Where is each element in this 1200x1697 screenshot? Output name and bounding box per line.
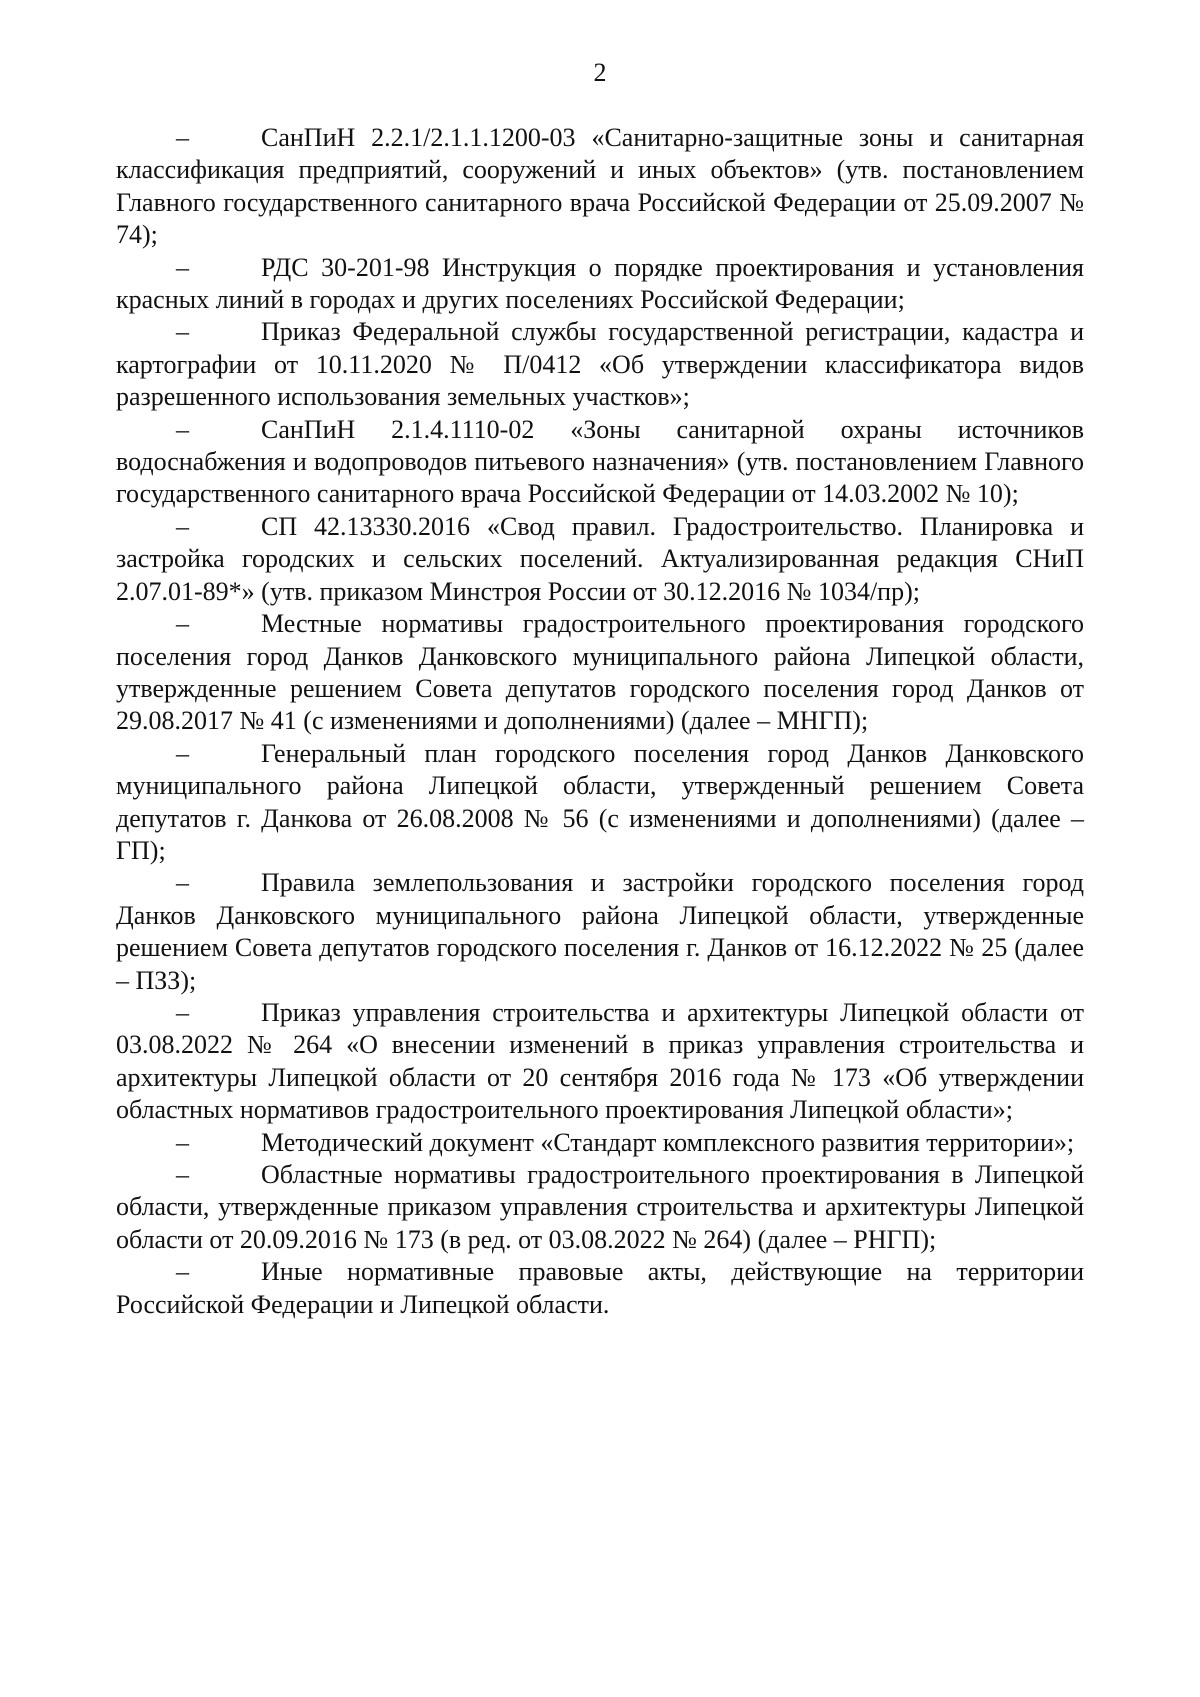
list-item [116,1159,1084,1256]
page-number: 2 [593,58,607,87]
list-item-text: СанПиН 2.1.4.1110-02 «Зоны санитарной охраны источников водоснабжения и водопроводов питьевого назначения» (утв. постановлением Главного государственного санитарного врача Российской Федерации от 14.03.2002 № 10); [116,414,1084,509]
list-item-text: Правила землепользования и застройки городского поселения город Данков Данковского муниципального района Липецкой области, утвержденные решением Совета депутатов городского поселения г. Данков от 16.12.2022 № 25 (далее – ПЗЗ); [116,868,1084,995]
list-bullet: – [176,317,189,347]
list-item-text: Приказ Федеральной службы государственной регистрации, кадастра и картографии от 10.11.2020 № П/0412 «Об утверждении классификатора видов разрешенного использования земельных участков»; [116,317,1084,412]
list-item-text: Приказ управления строительства и архитектуры Липецкой области от 03.08.2022 № 264 «О внесении изменений в приказ управления строительства и архитектуры Липецкой области от 20 сентября 2016 года № 173 «Об утверждении областных нормативов градостроительного проектирования Липецкой области»; [116,997,1084,1125]
list-bullet: – [176,123,189,152]
list-item [116,122,1084,252]
list-bullet: – [176,414,189,444]
list-bullet: – [176,1160,189,1189]
list-item-text: Генеральный план городского поселения город Данков Данковского муниципального района Липецкой области, утвержденный решением Совета депутатов г. Данкова от 26.08.2008 № 56 (с изменениями и дополнениями) (далее – ГП); [116,738,1084,865]
list-bullet: – [176,997,189,1027]
list-item-text: СанПиН 2.2.1/2.1.1.1200-03 «Санитарно-защитные зоны и санитарная классификация предприятий, сооружений и иных объектов» (утв. постановлением Главного государственного санитарного врача Российской Федерации от 25.09.2007 № 74); [116,123,1084,250]
list-bullet: – [176,1257,189,1287]
list-item [116,738,1084,868]
list-item [116,867,1084,997]
list-item [116,608,1084,738]
list-item-text: СП 42.13330.2016 «Свод правил. Градостроительство. Планировка и застройка городских и сельских поселений. Актуализированная редакция СНиП 2.07.01-89*» (утв. приказом Минстроя России от 30.12.2016 № 1034/пр); [116,511,1084,606]
list-item-text: Иные нормативные правовые акты, действующие на территории Российской Федерации и Липецкой области. [116,1257,1084,1319]
list-item-text: Методический документ «Стандарт комплексного развития территории»; [261,1127,1075,1157]
list-bullet: – [176,738,189,768]
regulatory-documents-list [116,122,1084,1321]
list-item [116,1256,1084,1321]
list-bullet: – [176,868,189,898]
list-item [116,316,1084,413]
list-item [116,997,1084,1127]
list-item-text: Местные нормативы градостроительного проектирования городского поселения город Данков Данковского муниципального района Липецкой области, утвержденные решением Совета депутатов городского поселения город Данков от 29.08.2017 № 41 (с изменениями и дополнениями) (далее – МНГП); [116,609,1084,736]
list-item-text: РДС 30-201-98 Инструкция о порядке проектирования и установления красных линий в городах и других поселениях Российской Федерации; [116,252,1084,315]
list-item [116,1127,1084,1159]
list-item [116,511,1084,608]
list-bullet: – [176,609,189,639]
list-bullet: – [176,511,189,541]
list-bullet: – [176,252,189,282]
list-item [116,252,1084,317]
list-bullet: – [176,1127,189,1157]
list-item [116,414,1084,511]
list-item-text: Областные нормативы градостроительного проектирования в Липецкой области, утвержденные приказом управления строительства и архитектуры Липецкой области от 20.09.2016 № 173 (в ред. от 03.08.2022 № 264) (далее – РНГП); [116,1160,1084,1254]
